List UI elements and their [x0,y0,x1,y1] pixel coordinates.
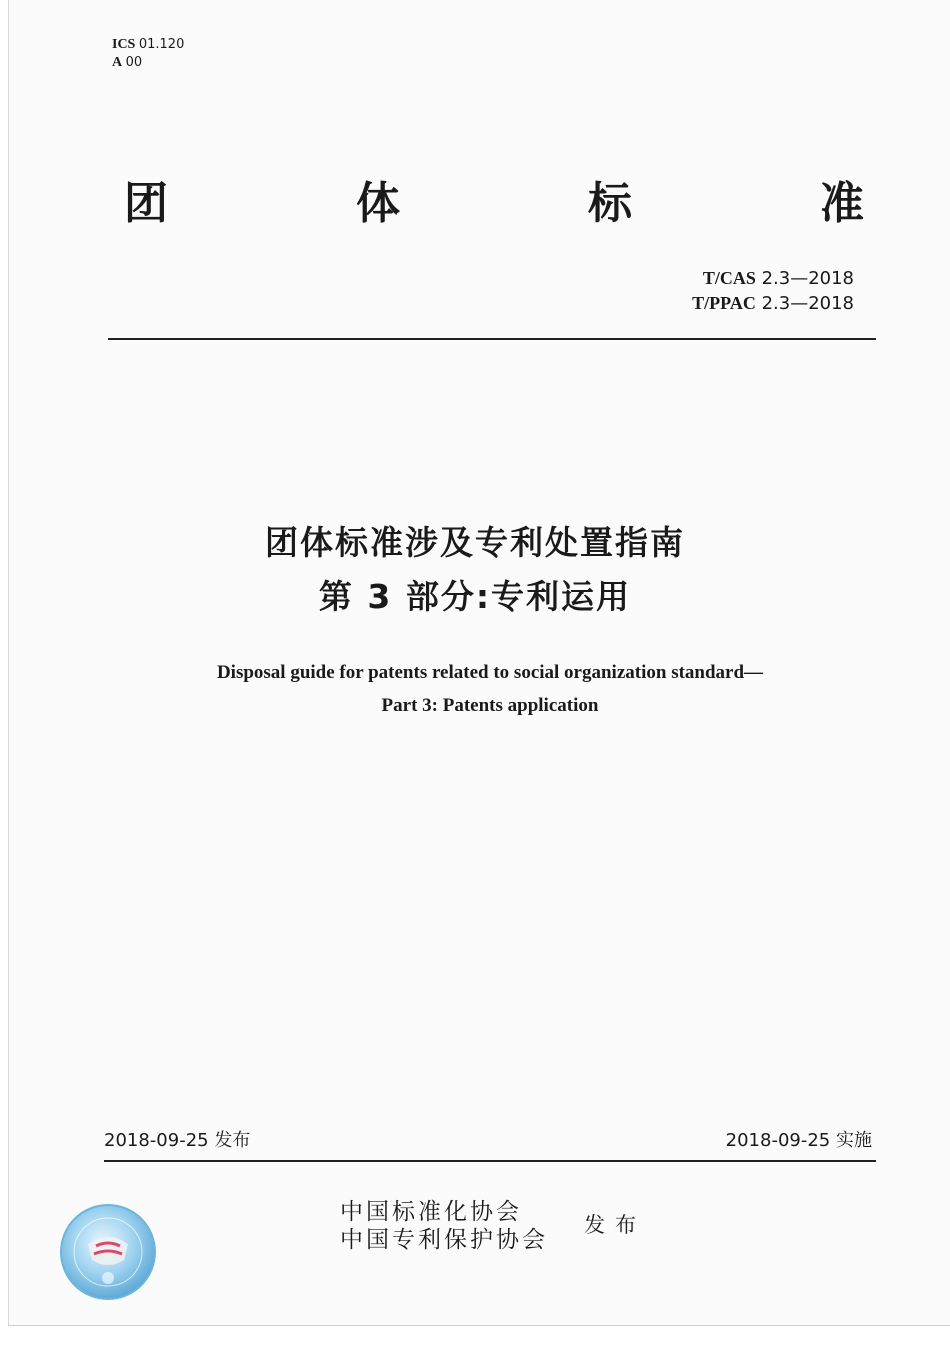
code-prefix: T/PPAC [692,293,756,313]
english-title [0,656,950,722]
ics-value: 01.120 [138,37,185,52]
implementation-date: 2018-09-25 实施 [725,1130,872,1151]
top-divider [108,338,876,340]
english-title-line-1: Disposal guide for patents related to social organization standard— [216,662,764,683]
english-title-line-2: Part 3: Patents application [381,695,599,716]
class-label: A [112,55,123,70]
heading-char: 准 [820,178,864,229]
code-prefix: T/CAS [702,268,756,288]
class-value: 00 [125,55,143,70]
code-number: 2.3—2018 [761,293,854,314]
publisher-names [340,1198,548,1254]
classification-block [112,36,184,72]
standard-code-2 [692,291,854,316]
heading-char: 标 [588,178,632,229]
heading-char: 体 [356,178,400,229]
publisher-org-2: 中国专利保护协会 [340,1227,548,1253]
standard-codes [692,266,854,316]
publish-label: 发布 [584,1213,646,1237]
code-number: 2.3—2018 [761,268,854,289]
chinese-title [0,516,950,624]
chinese-title-line-2: 第 3 部分:专利运用 [318,577,632,616]
ics-label: ICS [112,37,136,52]
issue-date: 2018-09-25 发布 [104,1130,251,1151]
heading-char: 团 [124,178,168,229]
publisher-org-1: 中国标准化协会 [340,1199,522,1225]
anti-counterfeit-seal-icon [58,1200,158,1304]
bottom-divider [104,1160,876,1162]
standard-code-1 [692,266,854,291]
ics-line [112,36,184,54]
class-line [112,54,184,72]
standard-type-heading [124,172,864,242]
chinese-title-line-1: 团体标准涉及专利处置指南 [265,523,685,562]
